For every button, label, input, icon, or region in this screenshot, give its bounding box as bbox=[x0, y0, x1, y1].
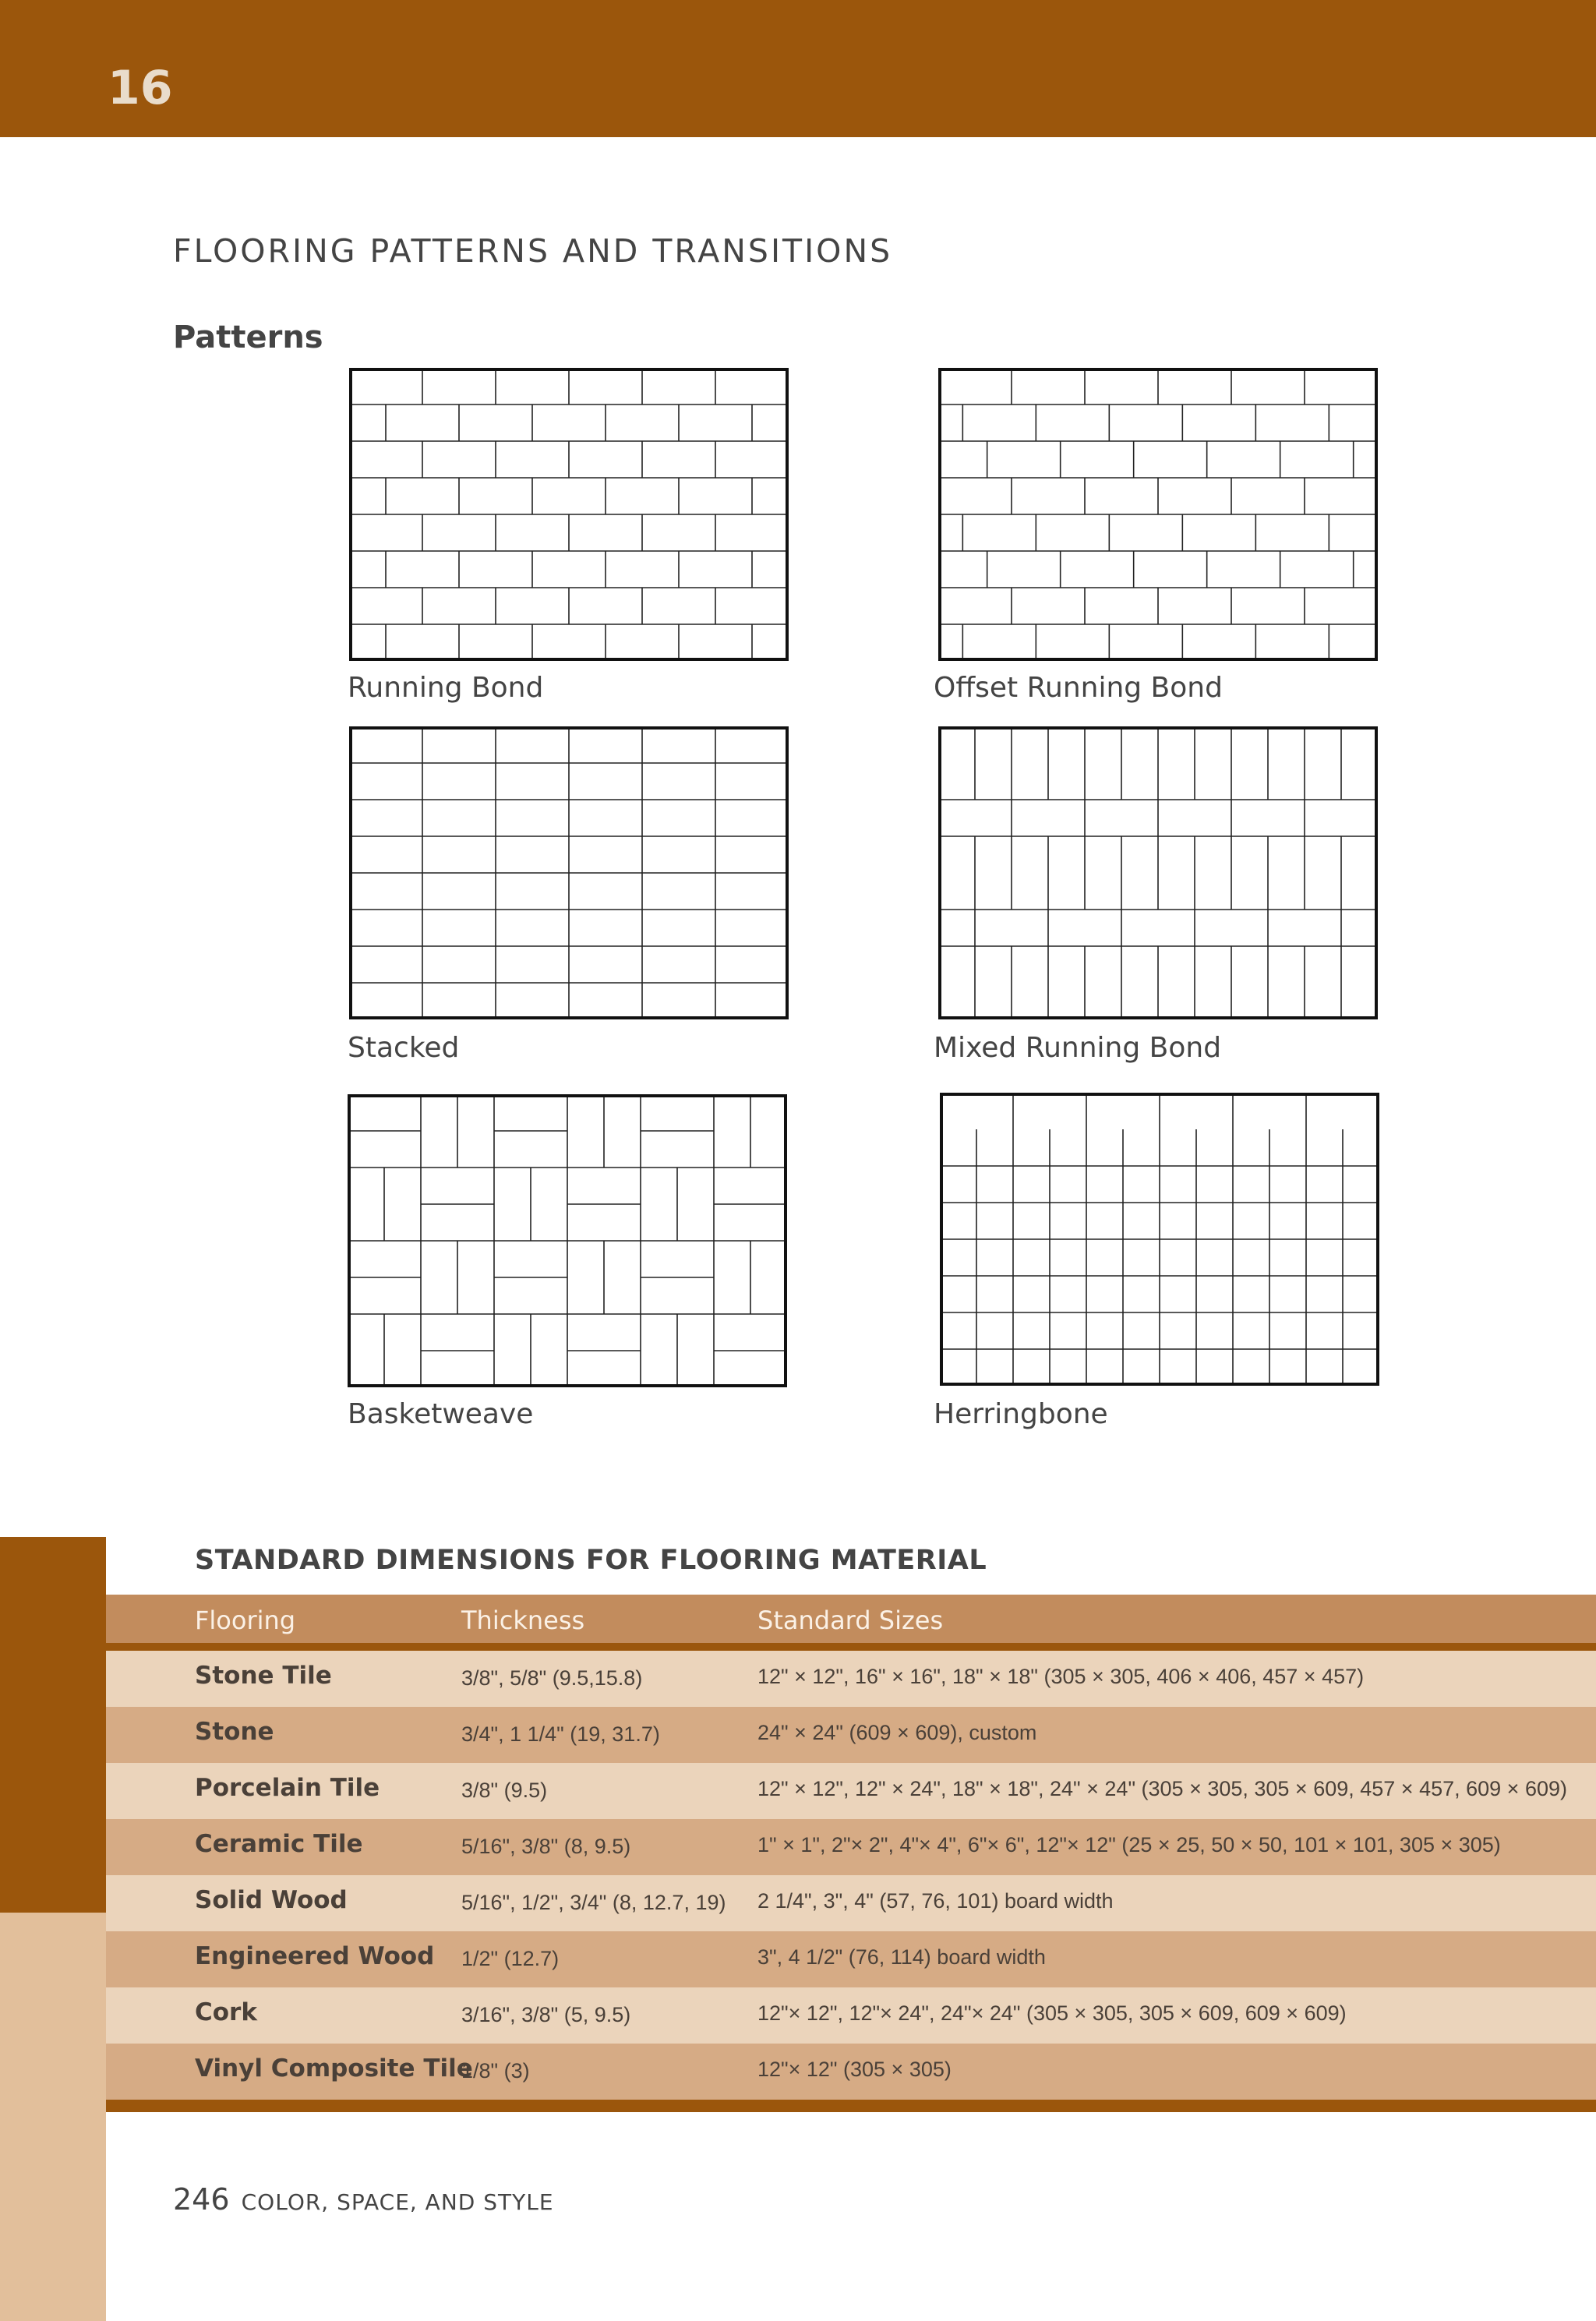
table-row bbox=[106, 1651, 1596, 1707]
cell-thickness: 3/16", 3/8" (5, 9.5) bbox=[461, 2003, 631, 2026]
section-title: FLOORING PATTERNS AND TRANSITIONS bbox=[173, 232, 893, 270]
cell-sizes: 24" × 24" (609 × 609), custom bbox=[757, 1721, 1037, 1744]
cell-flooring: Stone Tile bbox=[195, 1662, 332, 1690]
mixed-running-bond-label: Mixed Running Bond bbox=[934, 1032, 1222, 1064]
cell-thickness: 5/16", 1/2", 3/4" (8, 12.7, 19) bbox=[461, 1891, 726, 1914]
header-standard-sizes: Standard Sizes bbox=[757, 1606, 944, 1635]
cell-thickness: 3/4", 1 1/4" (19, 31.7) bbox=[461, 1722, 660, 1746]
chapter-number: 16 bbox=[108, 61, 173, 115]
table-row bbox=[106, 1707, 1596, 1763]
cell-thickness: 3/8", 5/8" (9.5,15.8) bbox=[461, 1666, 643, 1690]
table-row bbox=[106, 2044, 1596, 2100]
cell-sizes: 1" × 1", 2"× 2", 4"× 4", 6"× 6", 12"× 12" (25 × 25, 50 × 50, 101 × 101, 305 × 305) bbox=[757, 1833, 1501, 1856]
table-title: STANDARD DIMENSIONS FOR FLOORING MATERIAL bbox=[195, 1545, 987, 1576]
running-bond-diagram bbox=[349, 368, 789, 661]
cell-flooring: Cork bbox=[195, 1998, 257, 2026]
table-row bbox=[106, 1763, 1596, 1819]
table-bottom-rule bbox=[106, 2100, 1596, 2112]
header-thickness: Thickness bbox=[461, 1606, 585, 1635]
cell-sizes: 12" × 12", 16" × 16", 18" × 18" (305 × 305, 406 × 406, 457 × 457) bbox=[757, 1665, 1365, 1688]
cell-thickness: 3/8" (9.5) bbox=[461, 1779, 548, 1802]
cell-thickness: 1/2" (12.7) bbox=[461, 1947, 560, 1970]
table-row bbox=[106, 1819, 1596, 1875]
side-accent-dark bbox=[0, 1537, 106, 1913]
herringbone-label: Herringbone bbox=[934, 1398, 1108, 1430]
cell-flooring: Stone bbox=[195, 1718, 274, 1746]
dimensions-table bbox=[106, 1595, 1596, 2112]
page-footer bbox=[173, 2182, 554, 2217]
side-accent-light bbox=[0, 1913, 106, 2321]
offset-running-bond-diagram bbox=[938, 368, 1378, 661]
basketweave-label: Basketweave bbox=[348, 1398, 534, 1430]
basketweave-diagram bbox=[348, 1094, 787, 1387]
stacked-diagram bbox=[349, 726, 789, 1019]
table-row bbox=[106, 1875, 1596, 1931]
cell-thickness: 1/8" (3) bbox=[461, 2059, 530, 2083]
header-flooring: Flooring bbox=[195, 1606, 296, 1635]
patterns-heading: Patterns bbox=[173, 320, 323, 355]
table-row bbox=[106, 1987, 1596, 2044]
cell-flooring: Engineered Wood bbox=[195, 1942, 435, 1970]
cell-sizes: 12"× 12", 12"× 24", 24"× 24" (305 × 305, 305 × 609, 609 × 609) bbox=[757, 2001, 1347, 2025]
stacked-label: Stacked bbox=[348, 1032, 460, 1064]
mixed-running-bond-diagram bbox=[938, 726, 1378, 1019]
cell-sizes: 2 1/4", 3", 4" (57, 76, 101) board width bbox=[757, 1889, 1114, 1913]
cell-flooring: Solid Wood bbox=[195, 1886, 348, 1914]
cell-sizes: 3", 4 1/2" (76, 114) board width bbox=[757, 1945, 1046, 1969]
offset-running-bond-label: Offset Running Bond bbox=[934, 672, 1223, 704]
cell-thickness: 5/16", 3/8" (8, 9.5) bbox=[461, 1835, 631, 1858]
cell-sizes: 12"× 12" (305 × 305) bbox=[757, 2058, 952, 2081]
running-bond-label: Running Bond bbox=[348, 672, 544, 704]
page-number: 246 bbox=[173, 2182, 230, 2217]
chapter-band bbox=[0, 0, 1596, 137]
table-header-row bbox=[106, 1595, 1596, 1651]
cell-flooring: Ceramic Tile bbox=[195, 1830, 363, 1858]
cell-flooring: Porcelain Tile bbox=[195, 1774, 380, 1802]
cell-flooring: Vinyl Composite Tile bbox=[195, 2054, 473, 2083]
table-row bbox=[106, 1931, 1596, 1987]
herringbone-diagram bbox=[940, 1093, 1379, 1386]
book-title: COLOR, SPACE, AND STYLE bbox=[241, 2189, 554, 2215]
cell-sizes: 12" × 12", 12" × 24", 18" × 18", 24" × 24" (305 × 305, 305 × 609, 457 × 457, 609 × 609) bbox=[757, 1777, 1567, 1800]
